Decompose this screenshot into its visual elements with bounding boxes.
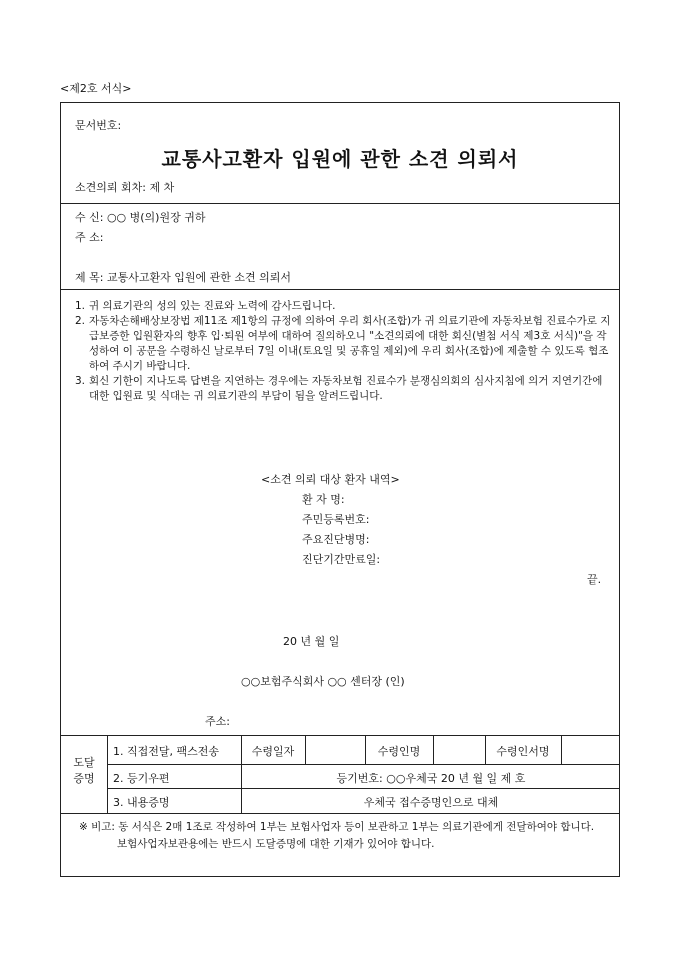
received-date-label: 수령일자: [251, 745, 295, 758]
address-line: 주 소:: [75, 231, 104, 244]
end-mark: 끝.: [587, 573, 602, 586]
body-item: 1. 귀 의료기관의 성의 있는 진료와 노력에 감사드립니다.: [75, 300, 336, 312]
registered-number-line: 등기번호: ○○우체국 20 년 월 일 제 호: [336, 772, 526, 785]
body-text: [75, 299, 611, 404]
table-col-border: [305, 735, 306, 764]
table-row-border: [107, 788, 619, 789]
document-number-label: 문서번호:: [75, 119, 122, 132]
divider: [61, 289, 619, 290]
recipient-line: 수 신: ○○ 병(의)원장 귀하: [75, 211, 206, 224]
remark-note: ※ 비고: 동 서식은 2매 1조로 작성하여 1부는 보험사업자 등이 보관하고 1부는 의료기관에게 전달하여야 합니다. 보험사업자보관용에는 반드시 도달증명에 대한 기재가 있어야 합니다.: [79, 821, 595, 850]
table-top-border: [61, 735, 619, 736]
issuer-line: ○○보험주식회사 ○○ 센터장 (인): [241, 675, 405, 688]
table-col-border: [561, 735, 562, 764]
table-col-border: [433, 735, 434, 764]
diagnosis-label: 주요진단병명:: [302, 533, 370, 546]
body-item: 2. 자동차손해배상보장법 제11조 제1항의 규정에 의하여 우리 회사(조합)가 귀 의료기관에 자동차보험 진료수가로 지급보증한 입원환자의 향후 입·퇴원 여부에 대하여 질의하오니 "소견의뢰에 대한 회신(별첨 서식 제3호 서식)"을 작성하여 이 공문을 수령하신 날로부터 7일 이내(토요일 및 공휴일 제외)에 우리 회사(조합)에 제출할 수 있도록 협조하여 주시기 바랍니다.: [75, 315, 611, 372]
receiver-signature-label: 수령인서명: [496, 745, 550, 758]
document-frame: [60, 102, 620, 877]
patient-section-heading: <소견 의뢰 대상 환자 내역>: [261, 473, 400, 486]
document-title: 교통사고환자 입원에 관한 소견 의뢰서: [161, 147, 519, 171]
diagnosis-period-label: 진단기간만료일:: [302, 553, 381, 566]
delivery-method-certified: 3. 내용증명: [113, 796, 170, 809]
request-count: 소견의뢰 회차: 제 차: [75, 181, 175, 194]
date-line: 20 년 월 일: [283, 635, 340, 648]
body-item: 3. 회신 기한이 지나도록 답변을 지연하는 경우에는 자동차보험 진료수가 분쟁심의회의 심사지침에 의거 지연기간에 대한 입원료 및 식대는 귀 의료기관의 부담이 됨을 알려드립니다.: [75, 375, 603, 402]
table-bottom-border: [61, 813, 619, 814]
delivery-method-registered: 2. 등기우편: [113, 772, 170, 785]
issuer-address-label: 주소:: [205, 715, 230, 728]
patient-name-label: 환 자 명:: [302, 493, 345, 506]
table-col-border: [107, 735, 108, 813]
table-row-border: [107, 764, 619, 765]
certified-mail-note: 우체국 접수증명인으로 대체: [363, 796, 499, 809]
divider: [61, 203, 619, 204]
form-number-label: <제2호 서식>: [60, 82, 132, 95]
delivery-proof-header: 도달 증명: [73, 756, 95, 785]
resident-number-label: 주민등록번호:: [302, 513, 370, 526]
subject-line: 제 목: 교통사고환자 입원에 관한 소견 의뢰서: [75, 271, 291, 284]
receiver-name-label: 수령인명: [377, 745, 421, 758]
delivery-method-direct: 1. 직접전달, 팩스전송: [113, 745, 219, 758]
